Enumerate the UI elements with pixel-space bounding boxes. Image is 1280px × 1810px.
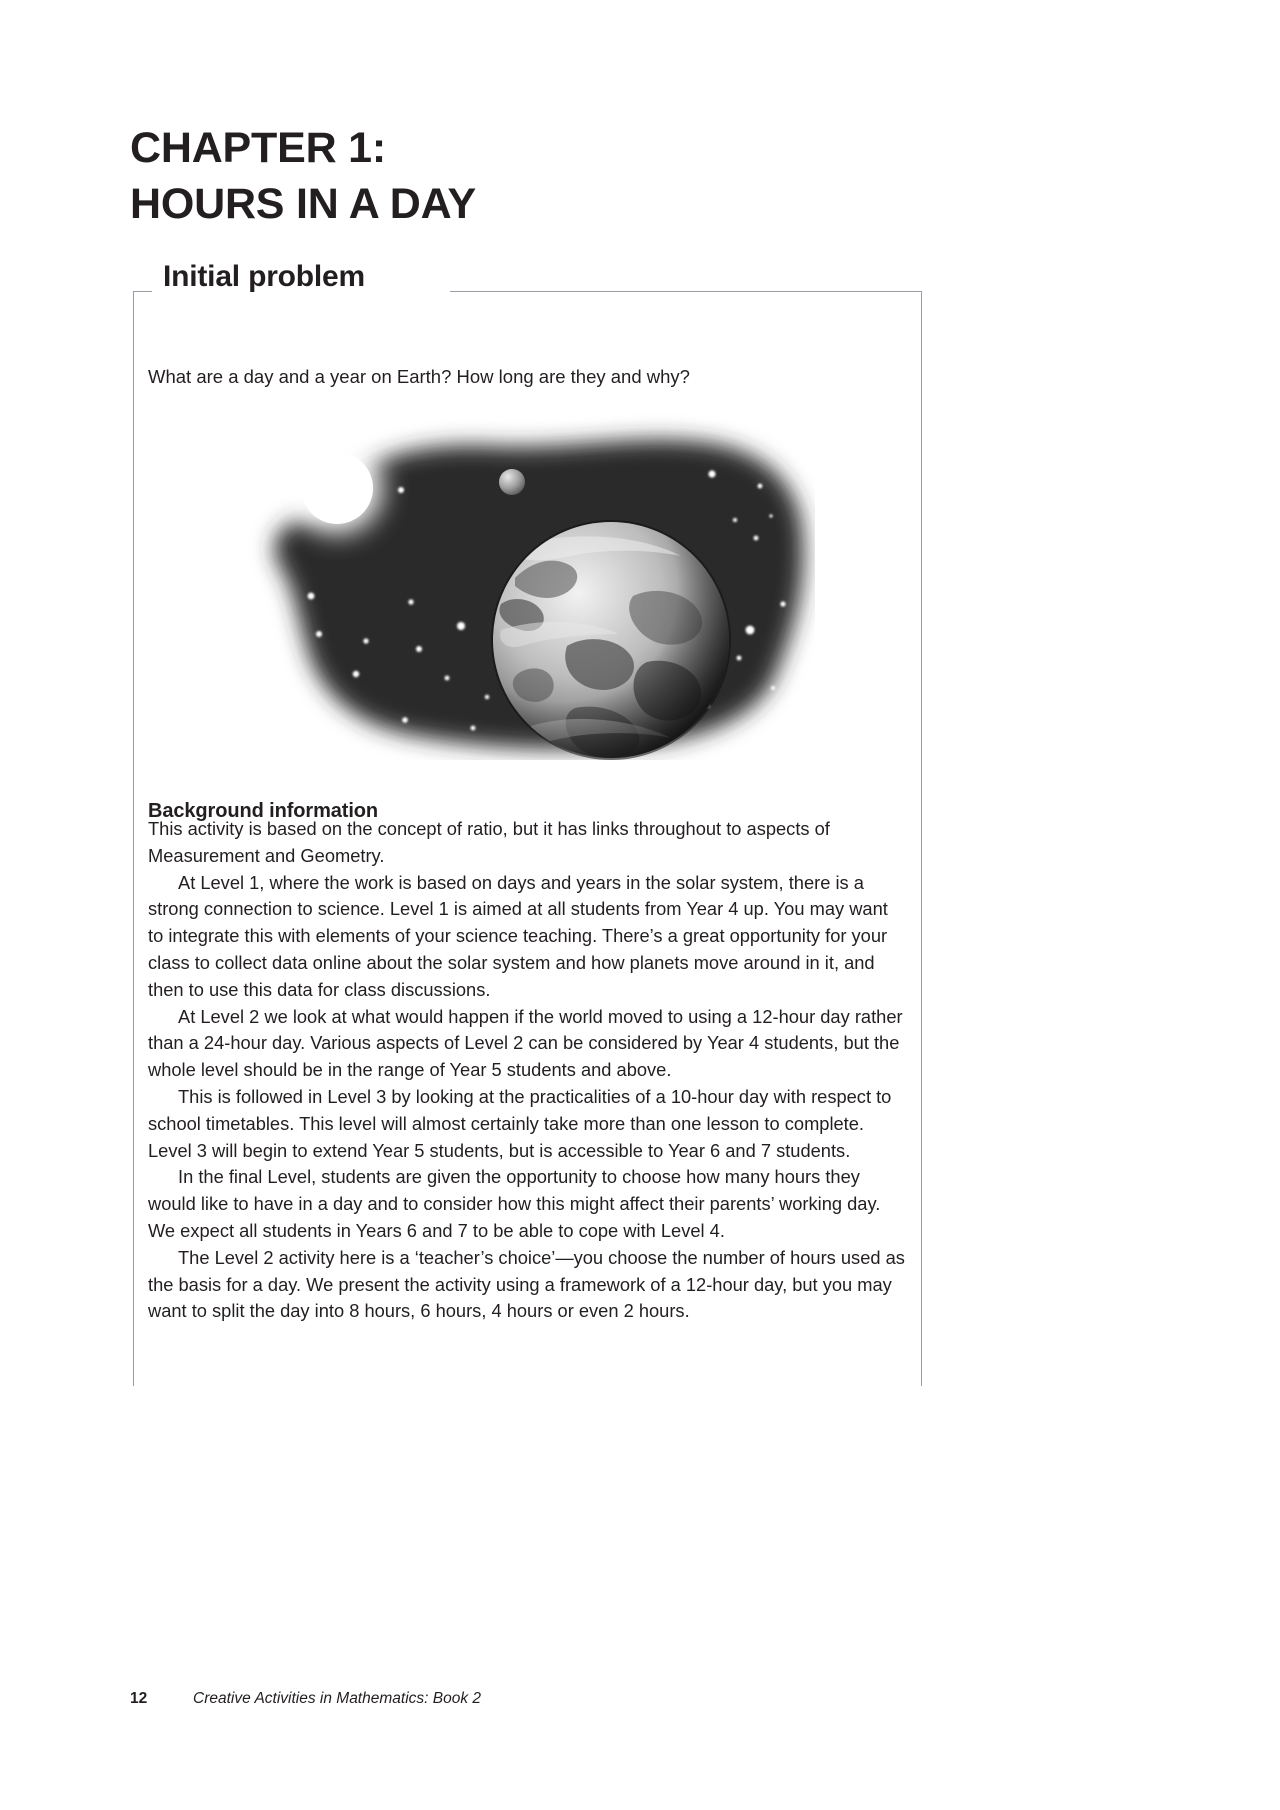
- sun-glow: [291, 442, 383, 534]
- paragraph-level-3: This is followed in Level 3 by looking at the practicalities of a 10-hour day with respect to school timetables. This level will almost certainly take more than one lesson to complete. Level 3 will begin to extend Year 5 students, but is accessible to Year 6 and 7 students.: [148, 1085, 892, 1161]
- paragraph-level-1: At Level 1, where the work is based on days and years in the solar system, there is a strong connection to science. Level 1 is aimed at all students from Year 4 up. You may want to integrate this with elements of your science teaching. There’s a great opportunity for your class to collect data online about the solar system and how planets move around in it, and then to use this data for class discussions.: [148, 871, 888, 1000]
- background-information-heading: Background information: [148, 799, 379, 822]
- earth-in-space-illustration: [215, 390, 815, 760]
- paragraph-final-level: In the final Level, students are given the opportunity to choose how many hours they would like to have in a day and to consider how this might affect their parents’ working day. We expect all students in Years 6 and 7 to be able to cope with Level 4.: [148, 1166, 881, 1241]
- page-title: [130, 121, 1030, 233]
- footer-page-number: 12: [130, 1690, 148, 1707]
- background-information-body: [148, 816, 908, 1325]
- initial-problem-question: What are a day and a year on Earth? How long are they and why?: [148, 365, 690, 387]
- earth-globe: [491, 520, 731, 760]
- page-footer: [130, 1690, 481, 1708]
- paragraph-teachers-choice: The Level 2 activity here is a ‘teacher’s choice’—you choose the number of hours used as the basis for a day. We present the activity using a framework of a 12-hour day, but you may want to split the day into 8 hours, 6 hours, 4 hours or even 2 hours.: [148, 1246, 905, 1322]
- paragraph-level-2: At Level 2 we look at what would happen if the world moved to using a 12-hour day rather than a 24-hour day. Various aspects of Level 2 can be considered by Year 4 students, but the whole level should be in the range of Year 5 students and above.: [148, 1005, 903, 1081]
- paragraph-intro: This activity is based on the concept of ratio, but it has links throughout to aspects of Measurement and Geometry.: [148, 818, 830, 866]
- initial-problem-legend: Initial problem: [163, 260, 366, 293]
- chapter-title-line-2: HOURS IN A DAY: [130, 179, 477, 228]
- chapter-title-line-1: CHAPTER 1:: [130, 123, 387, 172]
- small-moon: [499, 469, 525, 495]
- footer-book-title: Creative Activities in Mathematics: Book 2: [193, 1690, 482, 1707]
